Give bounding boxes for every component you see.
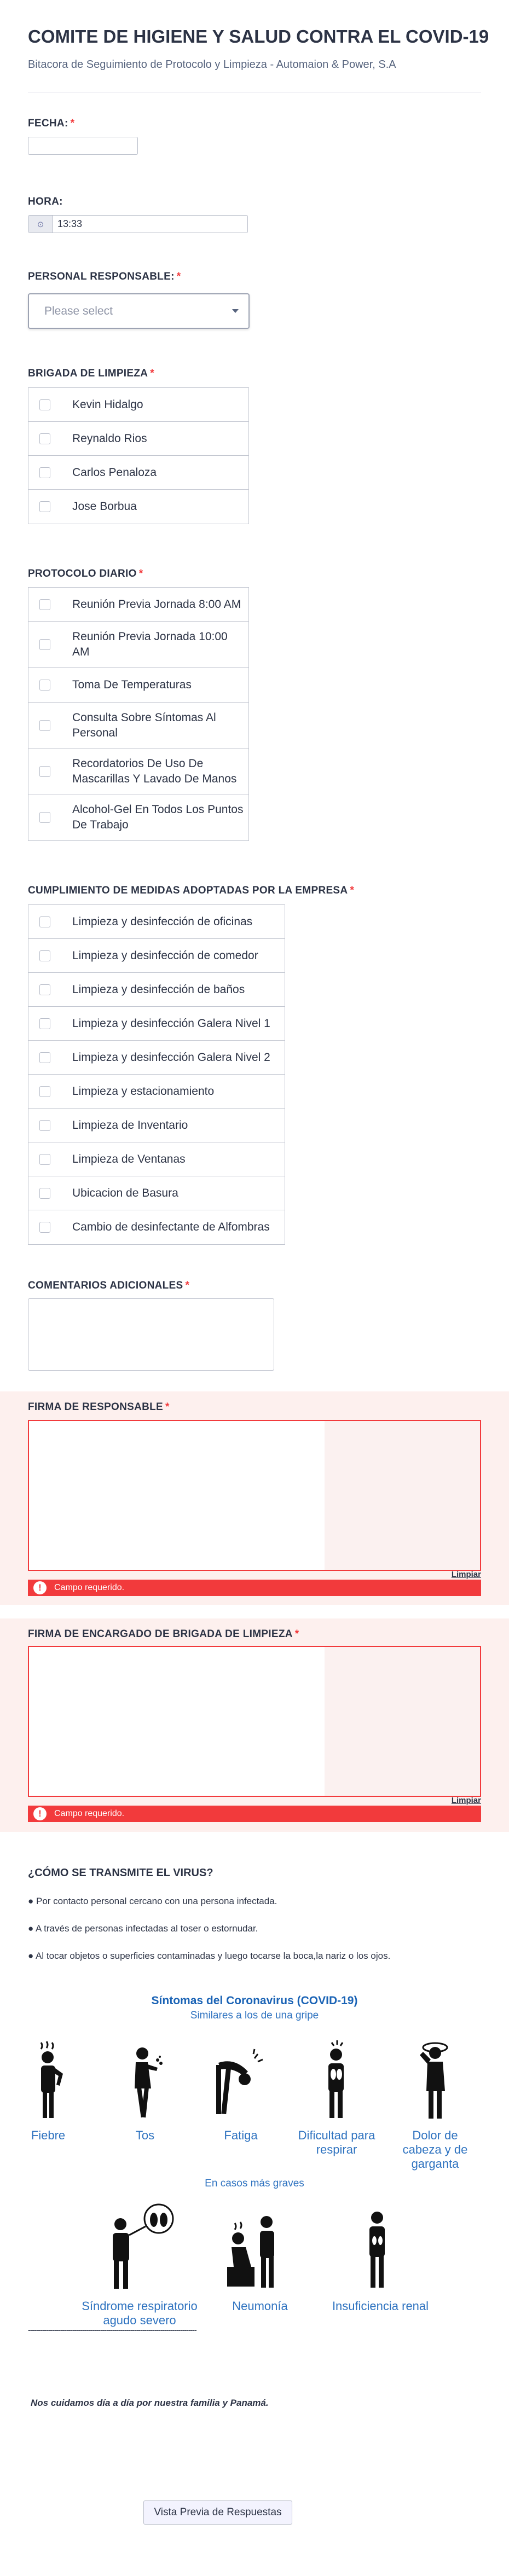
symptom-label: Tos: [135, 2128, 155, 2142]
checkbox-option[interactable]: [28, 1210, 285, 1244]
required-mark: *: [70, 118, 75, 129]
symptom-label: Fatiga: [224, 2128, 258, 2142]
footer-motto: Nos cuidamos día a día por nuestra familia y Panamá.: [31, 2398, 269, 2408]
checkbox[interactable]: [39, 812, 50, 823]
option-label: Carlos Penaloza: [72, 466, 157, 479]
clock-icon: ⊙: [28, 216, 53, 233]
option-label: Recordatorios De Uso De Mascarillas Y Lavado De Manos: [72, 757, 237, 785]
checkbox[interactable]: [39, 1052, 50, 1063]
checkbox-option[interactable]: [28, 1176, 285, 1210]
symptom-label: Neumonía: [232, 2299, 288, 2313]
symptom-label: Dificultad para respirar: [298, 2128, 375, 2156]
hora-field[interactable]: [28, 215, 248, 233]
cough-figure-icon: [120, 2044, 170, 2120]
checkbox-option[interactable]: [28, 794, 248, 840]
checkbox-option[interactable]: [28, 588, 248, 622]
option-label: Limpieza y desinfección de baños: [72, 983, 245, 996]
personal-select[interactable]: [28, 293, 250, 329]
brigada-label: [28, 368, 154, 380]
firma-brigada-section: [0, 1618, 509, 1832]
checkbox-option[interactable]: [28, 422, 248, 456]
checkbox-option[interactable]: [28, 622, 248, 668]
fecha-input[interactable]: [28, 137, 138, 155]
breathing-difficulty-figure-icon: [312, 2038, 361, 2120]
checkbox[interactable]: [39, 599, 50, 610]
option-label: Limpieza y desinfección Galera Nivel 1: [72, 1017, 270, 1030]
protocolo-checklist: [28, 587, 249, 841]
form-subtitle: Bitacora de Seguimiento de Protocolo y Limpieza - Automaion & Power, S.A: [28, 59, 396, 71]
checkbox[interactable]: [39, 501, 50, 512]
checkbox-option[interactable]: [28, 939, 285, 973]
option-label: Cambio de desinfectante de Alfombras: [72, 1221, 270, 1233]
checkbox[interactable]: [39, 1222, 50, 1233]
checkbox-option[interactable]: [28, 388, 248, 422]
comentarios-label: [28, 1280, 189, 1292]
option-label: Limpieza y desinfección de comedor: [72, 949, 258, 962]
brigada-checklist: [28, 387, 249, 524]
fecha-label-text: FECHA:: [28, 118, 68, 129]
option-label: Limpieza y estacionamiento: [72, 1084, 215, 1098]
option-label: Limpieza y desinfección de oficinas: [72, 915, 253, 928]
checkbox-option[interactable]: [28, 1075, 285, 1109]
checkbox-option[interactable]: [28, 1041, 285, 1075]
signature-pad[interactable]: [28, 1420, 481, 1571]
headache-figure-icon: [408, 2035, 462, 2120]
signature-pad-shade: [325, 1647, 480, 1796]
checkbox[interactable]: [39, 1086, 50, 1097]
cumplimiento-label: [28, 885, 354, 897]
checkbox-option[interactable]: [28, 703, 248, 749]
required-mark: *: [165, 1401, 170, 1413]
hora-value: 13:33: [57, 218, 83, 229]
alert-icon: !: [33, 1581, 47, 1594]
firma-brigada-label: [28, 1628, 299, 1640]
clear-signature-link[interactable]: Limpiar: [451, 1570, 481, 1579]
severe-title: En casos más graves: [205, 2178, 304, 2189]
option-label: Kevin Hidalgo: [72, 398, 143, 411]
comentarios-textarea[interactable]: [28, 1298, 274, 1371]
required-mark: *: [294, 1628, 299, 1640]
checkbox[interactable]: [39, 916, 50, 927]
protocolo-label: [28, 568, 143, 580]
option-label: Jose Borbua: [72, 500, 137, 513]
protocolo-label-text: PROTOCOLO DIARIO: [28, 568, 137, 579]
comentarios-label-text: COMENTARIOS ADICIONALES: [28, 1280, 183, 1291]
info-line: ● A través de personas infectadas al toser o estornudar.: [28, 1923, 258, 1934]
checkbox-option[interactable]: [28, 490, 248, 524]
checkbox[interactable]: [39, 1154, 50, 1165]
symptom-label: Dolor de cabeza y de garganta: [402, 2128, 468, 2171]
preview-responses-button[interactable]: Vista Previa de Respuestas: [143, 2500, 292, 2525]
renal-failure-figure-icon: [353, 2208, 402, 2290]
checkbox[interactable]: [39, 433, 50, 444]
required-mark: *: [176, 271, 181, 282]
required-mark: *: [150, 368, 154, 379]
option-label: Reunión Previa Jornada 10:00 AM: [72, 630, 228, 658]
checkbox-option[interactable]: [28, 905, 285, 939]
option-label: Limpieza y desinfección Galera Nivel 2: [72, 1051, 270, 1064]
form-title: COMITE DE HIGIENE Y SALUD CONTRA EL COVID-19: [28, 26, 489, 47]
infographic-title: Síntomas del Coronavirus (COVID-19): [151, 1994, 358, 2007]
checkbox-option[interactable]: [28, 1007, 285, 1041]
info-title: ¿CÓMO SE TRANSMITE EL VIRUS?: [28, 1867, 213, 1879]
info-line: ● Al tocar objetos o superficies contaminadas y luego tocarse la boca,la nariz o los ojos.: [28, 1951, 391, 1961]
cumplimiento-checklist: [28, 904, 285, 1245]
personal-label: [28, 271, 181, 283]
fever-figure-icon: [25, 2038, 74, 2120]
checkbox-option[interactable]: [28, 668, 248, 703]
checkbox[interactable]: [39, 950, 50, 961]
firma-responsable-section: [0, 1391, 509, 1605]
symptom-label: Insuficiencia renal: [332, 2299, 429, 2313]
footer-divider: ------------------------------------------------------------------------------------: [28, 2325, 196, 2334]
select-placeholder: Please select: [44, 304, 113, 317]
info-line: ● Por contacto personal cercano con una persona infectada.: [28, 1896, 277, 1906]
error-message: [28, 1806, 481, 1822]
option-label: Reunión Previa Jornada 8:00 AM: [72, 597, 241, 611]
option-label: Ubicacion de Basura: [72, 1186, 178, 1199]
error-message: [28, 1580, 481, 1596]
alert-icon: !: [33, 1807, 47, 1820]
option-label: Limpieza de Inventario: [72, 1118, 188, 1132]
checkbox-option[interactable]: [28, 1109, 285, 1142]
infographic-subtitle: Similares a los de una gripe: [190, 2010, 319, 2021]
signature-pad[interactable]: [28, 1646, 481, 1797]
required-mark: *: [185, 1280, 190, 1291]
symptom-label: Síndrome respiratorio agudo severo: [82, 2299, 198, 2327]
fecha-label: [28, 118, 74, 130]
checkbox[interactable]: [39, 766, 50, 777]
checkbox[interactable]: [39, 399, 50, 410]
symptoms-infographic: [0, 1994, 509, 2334]
cumplimiento-label-text: CUMPLIMIENTO DE MEDIDAS ADOPTADAS POR LA EMPRESA: [28, 885, 348, 896]
firma-brigada-label-text: FIRMA DE ENCARGADO DE BRIGADA DE LIMPIEZA: [28, 1628, 293, 1640]
option-label: Toma De Temperaturas: [72, 678, 192, 691]
required-mark: *: [350, 885, 355, 896]
chevron-down-icon: [232, 309, 239, 313]
error-text: Campo requerido.: [54, 1583, 125, 1592]
signature-pad-shade: [325, 1421, 480, 1570]
pneumonia-figure-icon: [222, 2208, 293, 2290]
checkbox[interactable]: [39, 1188, 50, 1199]
required-mark: *: [138, 568, 143, 579]
checkbox-option[interactable]: [28, 456, 248, 490]
checkbox[interactable]: [39, 1018, 50, 1029]
checkbox[interactable]: [39, 680, 50, 691]
option-label: Reynaldo Rios: [72, 432, 147, 445]
checkbox-option[interactable]: [28, 1142, 285, 1176]
option-label: Consulta Sobre Síntomas Al Personal: [72, 711, 216, 739]
option-label: Limpieza de Ventanas: [72, 1152, 186, 1165]
firma-responsable-label-text: FIRMA DE RESPONSABLE: [28, 1401, 164, 1413]
error-text: Campo requerido.: [54, 1809, 125, 1818]
checkbox-option[interactable]: [28, 749, 248, 794]
checkbox[interactable]: [39, 720, 50, 731]
clear-signature-link[interactable]: Limpiar: [451, 1796, 481, 1805]
respiratory-syndrome-figure-icon: [99, 2202, 181, 2290]
hora-label: HORA:: [28, 196, 63, 207]
checkbox-option[interactable]: [28, 973, 285, 1007]
checkbox[interactable]: [39, 1120, 50, 1131]
option-label: Alcohol-Gel En Todos Los Puntos De Trabajo: [72, 803, 244, 831]
checkbox[interactable]: [39, 984, 50, 995]
fatigue-figure-icon: [211, 2046, 271, 2117]
checkbox[interactable]: [39, 467, 50, 478]
symptom-label: Fiebre: [31, 2128, 66, 2142]
personal-label-text: PERSONAL RESPONSABLE:: [28, 271, 175, 282]
firma-responsable-label: [28, 1401, 170, 1413]
brigada-label-text: BRIGADA DE LIMPIEZA: [28, 368, 148, 379]
checkbox[interactable]: [39, 639, 50, 650]
